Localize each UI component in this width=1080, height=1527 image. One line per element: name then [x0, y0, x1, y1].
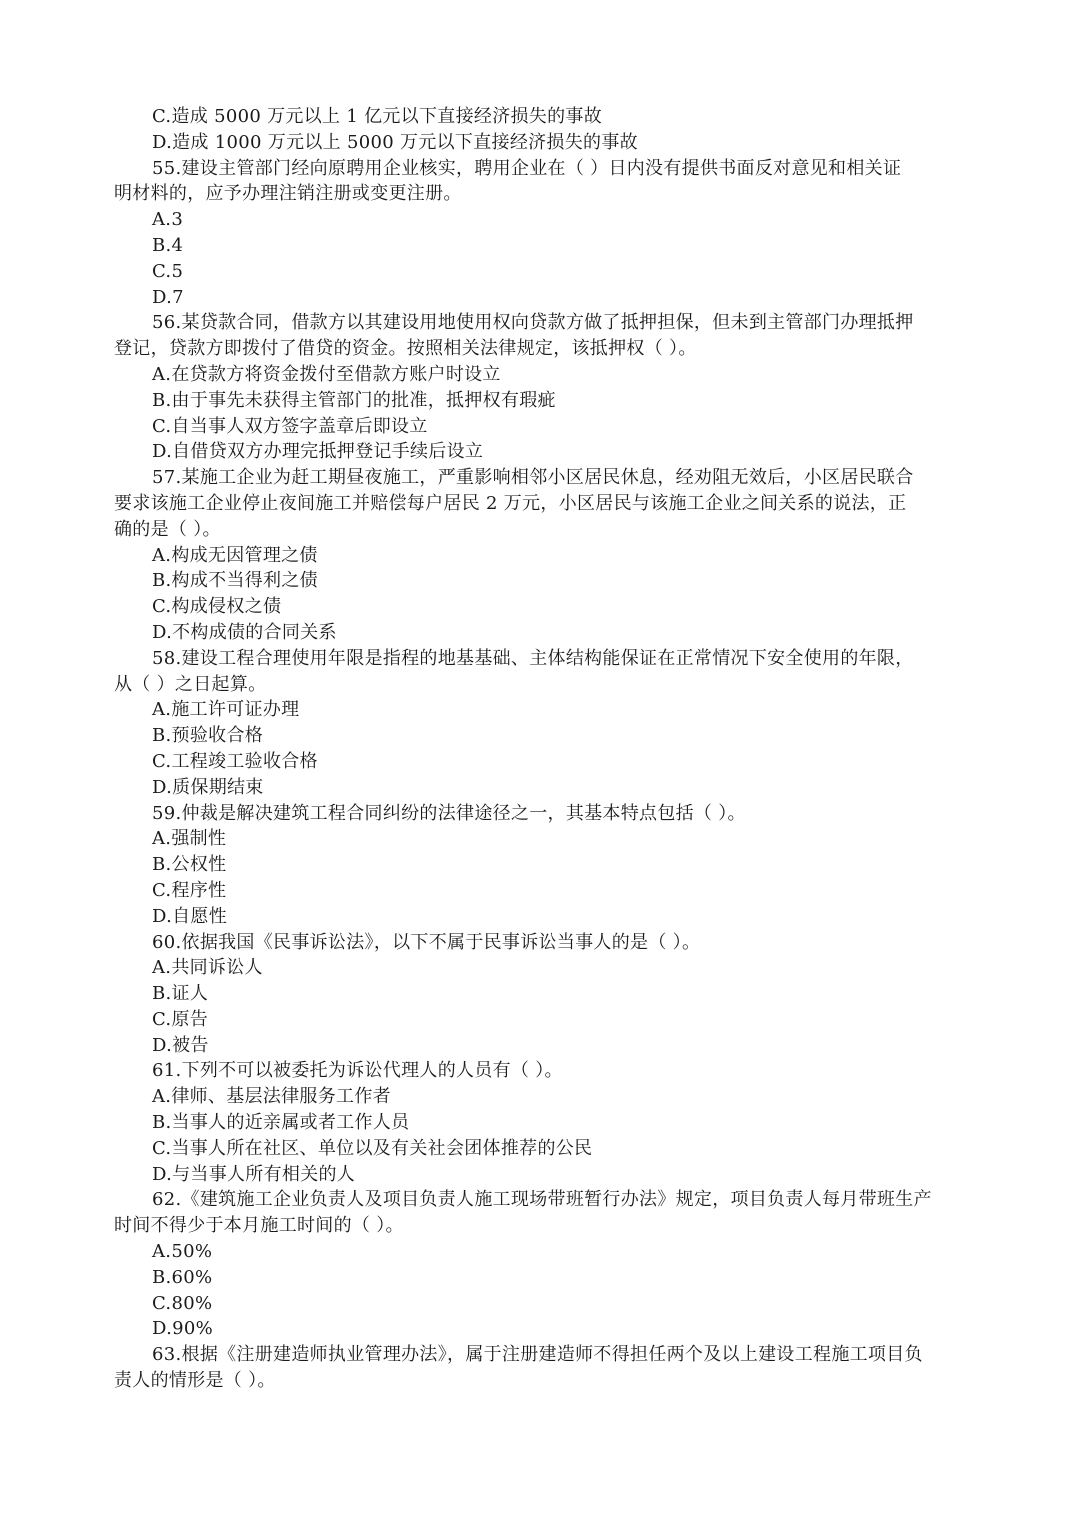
question-60-option-d: D.被告: [152, 1034, 209, 1056]
question-58-text-cont: 从（ ）之日起算。: [114, 673, 267, 695]
exam-page: [0, 104, 1080, 1394]
question-58-option-b: B.预验收合格: [152, 725, 264, 747]
question-56-text: 56.某贷款合同，借款方以其建设用地使用权向贷款方做了抵押担保，但未到主管部门办理抵押: [152, 312, 914, 334]
question-55-text-cont: 明材料的，应予办理注销注册或变更注册。: [114, 183, 462, 205]
question-60-option-a: A.共同诉讼人: [152, 957, 263, 979]
question-58-option-d: D.质保期结束: [152, 776, 264, 798]
question-59: [0, 801, 1080, 930]
question-57-text-cont2: 确的是（ ）。: [114, 518, 221, 540]
question-62-text-cont: 时间不得少于本月施工时间的（ ）。: [114, 1215, 404, 1237]
question-59-option-d: D.自愿性: [152, 905, 228, 927]
question-63: [0, 1342, 1080, 1394]
question-59-option-b: B.公权性: [152, 854, 227, 876]
question-59-option-c: C.程序性: [152, 879, 227, 901]
question-55-option-b: B.4: [152, 234, 184, 256]
question-57-text-cont: 要求该施工企业停止夜间施工并赔偿每户居民 2 万元，小区居民与该施工企业之间关系的说法，正: [114, 492, 907, 514]
question-61: [0, 1058, 1080, 1187]
question-58: [0, 646, 1080, 801]
question-60-option-c: C.原告: [152, 1008, 209, 1030]
question-61-text: 61.下列不可以被委托为诉讼代理人的人员有（ ）。: [152, 1060, 563, 1082]
question-61-option-c: C.当事人所在社区、单位以及有关社会团体推荐的公民: [152, 1137, 593, 1159]
question-59-text: 59.仲裁是解决建筑工程合同纠纷的法律途径之一，其基本特点包括（ ）。: [152, 802, 746, 824]
question-57-option-b: B.构成不当得利之债: [152, 570, 318, 592]
question-55-text: 55.建设主管部门经向原聘用企业核实，聘用企业在（ ）日内没有提供书面反对意见和相关证: [152, 157, 902, 179]
question-58-option-c: C.工程竣工验收合格: [152, 750, 318, 772]
question-60: [0, 930, 1080, 1059]
question-57-option-a: A.构成无因管理之债: [152, 544, 318, 566]
question-57-text: 57.某施工企业为赶工期昼夜施工，严重影响相邻小区居民休息，经劝阻无效后，小区居民联合: [152, 467, 914, 489]
prev-option-d: D.造成 1000 万元以上 5000 万元以下直接经济损失的事故: [152, 131, 638, 153]
question-56-text-cont: 登记，贷款方即拨付了借贷的资金。按照相关法律规定，该抵押权（ ）。: [114, 338, 697, 360]
question-61-option-a: A.律师、基层法律服务工作者: [152, 1086, 391, 1108]
question-55-option-a: A.3: [152, 209, 184, 231]
question-59-option-a: A.强制性: [152, 828, 227, 850]
question-55-option-d: D.7: [152, 286, 184, 308]
question-62-option-d: D.90%: [152, 1318, 214, 1340]
question-58-option-a: A.施工许可证办理: [152, 699, 300, 721]
question-63-text-cont: 责人的情形是（ ）。: [114, 1370, 276, 1392]
question-55: [0, 156, 1080, 311]
question-56: [0, 310, 1080, 465]
question-60-text: 60.依据我国《民事诉讼法》，以下不属于民事诉讼当事人的是（ ）。: [152, 931, 701, 953]
prev-option-c: C.造成 5000 万元以上 1 亿元以下直接经济损失的事故: [152, 106, 602, 127]
question-60-option-b: B.证人: [152, 983, 209, 1005]
question-55-option-c: C.5: [152, 260, 184, 282]
question-56-option-c: C.自当事人双方签字盖章后即设立: [152, 415, 428, 437]
question-62: [0, 1187, 1080, 1342]
question-56-option-b: B.由于事先未获得主管部门的批准，抵押权有瑕疵: [152, 389, 556, 411]
question-57: [0, 465, 1080, 646]
question-62-option-c: C.80%: [152, 1292, 213, 1314]
question-62-text: 62.《建筑施工企业负责人及项目负责人施工现场带班暂行办法》规定，项目负责人每月带班生产: [152, 1189, 932, 1211]
question-57-option-c: C.构成侵权之债: [152, 596, 282, 618]
question-61-option-d: D.与当事人所有相关的人: [152, 1163, 356, 1185]
question-58-text: 58.建设工程合理使用年限是指程的地基基础、主体结构能保证在正常情况下安全使用的年限，: [152, 647, 914, 669]
question-57-option-d: D.不构成债的合同关系: [152, 621, 337, 643]
question-62-option-b: B.60%: [152, 1266, 213, 1288]
question-56-option-d: D.自借贷双方办理完抵押登记手续后设立: [152, 441, 484, 463]
question-62-option-a: A.50%: [152, 1241, 213, 1263]
question-63-text: 63.根据《注册建造师执业管理办法》，属于注册建造师不得担任两个及以上建设工程施工项目负: [152, 1344, 923, 1366]
question-56-option-a: A.在贷款方将资金拨付至借款方账户时设立: [152, 363, 501, 385]
question-61-option-b: B.当事人的近亲属或者工作人员: [152, 1112, 410, 1134]
